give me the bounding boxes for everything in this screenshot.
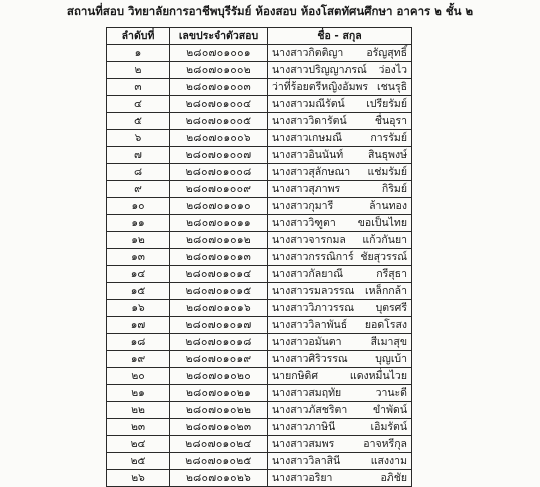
- last-name: ขอเป็นไทย: [357, 217, 407, 229]
- order-number-cell: ๒๕: [107, 453, 170, 470]
- last-name: อรัญสุทธิ์: [366, 47, 407, 59]
- last-name: ชัยสุวรรณ์: [360, 251, 407, 263]
- exam-id-cell: ๒๘๐๗๐๑๐๐๕: [170, 113, 268, 130]
- table-row: [107, 113, 412, 130]
- last-name: แสงงาม: [370, 455, 407, 467]
- last-name: เชนรุธิ: [377, 81, 407, 93]
- full-name-cell: [268, 385, 412, 402]
- last-name: ยอดโรสง: [364, 319, 407, 331]
- first-name: นายกษิดิศ: [272, 370, 318, 382]
- table-row: [107, 130, 412, 147]
- first-name: นางสาวกัลยาณี: [272, 268, 343, 280]
- exam-id-cell: ๒๘๐๗๐๑๐๒๕: [170, 453, 268, 470]
- page-title: สถานที่สอบ วิทยาลัยการอาชีพบุรีรัมย์ ห้องสอบ ห้องโสตทัศนศึกษา อาคาร ๒ ชั้น ๒: [66, 4, 474, 18]
- first-name: นางสาวภัสชริตา: [272, 404, 348, 416]
- exam-id-cell: ๒๘๐๗๐๑๐๒๐: [170, 368, 268, 385]
- order-number-cell: ๘: [107, 164, 170, 181]
- table-row: [107, 62, 412, 79]
- order-number-cell: ๕: [107, 113, 170, 130]
- exam-seating-table: [106, 27, 412, 487]
- last-name: อาจหรีกุล: [363, 438, 407, 450]
- first-name: นางสาววิดารัตน์: [272, 115, 347, 127]
- order-number-cell: ๒๖: [107, 470, 170, 487]
- exam-id-cell: ๒๘๐๗๐๑๐๐๓: [170, 79, 268, 96]
- full-name-cell: [268, 198, 412, 215]
- table-row: [107, 300, 412, 317]
- full-name-cell: [268, 300, 412, 317]
- table-row: [107, 147, 412, 164]
- full-name-cell: [268, 351, 412, 368]
- table-row: [107, 436, 412, 453]
- full-name-cell: [268, 402, 412, 419]
- exam-id-cell: ๒๘๐๗๐๑๐๐๘: [170, 164, 268, 181]
- full-name-cell: [268, 62, 412, 79]
- last-name: การรัมย์: [370, 132, 407, 144]
- first-name: นางสาวอริยา: [272, 472, 333, 484]
- first-name: นางสาวจารกมล: [272, 234, 346, 246]
- exam-id-cell: ๒๘๐๗๐๑๐๑๓: [170, 249, 268, 266]
- order-number-cell: ๗: [107, 147, 170, 164]
- full-name-cell: [268, 232, 412, 249]
- table-row: [107, 283, 412, 300]
- first-name: นางสาวมณีรัตน์: [272, 98, 345, 110]
- order-number-cell: ๔: [107, 96, 170, 113]
- full-name-cell: [268, 249, 412, 266]
- first-name: นางสาววิฑูตา: [272, 217, 336, 229]
- last-name: เหล็กกล้า: [365, 285, 407, 297]
- last-name: แก้วกันยา: [362, 234, 407, 246]
- table-row: [107, 266, 412, 283]
- exam-id-cell: ๒๘๐๗๐๑๐๑๙: [170, 351, 268, 368]
- exam-id-cell: ๒๘๐๗๐๑๐๒๑: [170, 385, 268, 402]
- exam-id-cell: ๒๘๐๗๐๑๐๒๒: [170, 402, 268, 419]
- first-name: นางสาววิลาพันธ์: [272, 319, 348, 331]
- order-number-cell: ๖: [107, 130, 170, 147]
- exam-id-cell: ๒๘๐๗๐๑๐๑๑: [170, 215, 268, 232]
- table-row: [107, 368, 412, 385]
- full-name-cell: [268, 96, 412, 113]
- table-row: [107, 317, 412, 334]
- table-row: [107, 96, 412, 113]
- last-name: แดงหมื่นไวย: [349, 370, 407, 382]
- table-row: [107, 198, 412, 215]
- exam-id-cell: ๒๘๐๗๐๑๐๑๕: [170, 283, 268, 300]
- exam-id-cell: ๒๘๐๗๐๑๐๐๙: [170, 181, 268, 198]
- last-name: แช่มรัมย์: [367, 166, 407, 178]
- first-name: นางสาวสุลักษณา: [272, 166, 351, 178]
- full-name-cell: [268, 368, 412, 385]
- table-row: [107, 45, 412, 62]
- first-name: นางสาวกุมารี: [272, 200, 334, 212]
- last-name: สีเมาสุข: [370, 336, 407, 348]
- first-name: นางสาววิลาสินี: [272, 455, 341, 467]
- first-name: นางสาวเกษมณี: [272, 132, 342, 144]
- table-row: [107, 164, 412, 181]
- table-row: [107, 249, 412, 266]
- exam-id-cell: ๒๘๐๗๐๑๐๐๗: [170, 147, 268, 164]
- exam-id-cell: ๒๘๐๗๐๑๐๐๒: [170, 62, 268, 79]
- order-number-cell: ๑๑: [107, 215, 170, 232]
- exam-id-cell: ๒๘๐๗๐๑๐๑๖: [170, 300, 268, 317]
- column-header-order: ลำดับที่: [107, 28, 170, 45]
- first-name: นางสาวปริญญาภรณ์: [272, 64, 367, 76]
- full-name-cell: [268, 334, 412, 351]
- first-name: นางสาวรมลวรรณ: [272, 285, 355, 297]
- exam-id-cell: ๒๘๐๗๐๑๐๐๖: [170, 130, 268, 147]
- full-name-cell: [268, 266, 412, 283]
- column-header-exam-id: เลขประจำตัวสอบ: [170, 28, 268, 45]
- last-name: สินธุพงษ์: [368, 149, 407, 161]
- exam-id-cell: ๒๘๐๗๐๑๐๒๓: [170, 419, 268, 436]
- last-name: ขำพัดน์: [373, 404, 407, 416]
- full-name-cell: [268, 419, 412, 436]
- first-name: นางสาวสุภาพร: [272, 183, 341, 195]
- first-name: ว่าที่ร้อยตรีหญิงอัมพร: [272, 81, 369, 93]
- exam-id-cell: ๒๘๐๗๐๑๐๑๔: [170, 266, 268, 283]
- full-name-cell: [268, 79, 412, 96]
- table-row: [107, 232, 412, 249]
- last-name: เอิมรัตน์: [370, 421, 407, 433]
- order-number-cell: ๑: [107, 45, 170, 62]
- order-number-cell: ๒๔: [107, 436, 170, 453]
- table-row: [107, 402, 412, 419]
- order-number-cell: ๒๑: [107, 385, 170, 402]
- exam-id-cell: ๒๘๐๗๐๑๐๒๖: [170, 470, 268, 487]
- column-header-name: ชื่อ - สกุล: [268, 28, 412, 45]
- table-row: [107, 351, 412, 368]
- full-name-cell: [268, 470, 412, 487]
- first-name: นางสาวสมพร: [272, 438, 335, 450]
- order-number-cell: ๑๗: [107, 317, 170, 334]
- first-name: นางสาวศิริวรรณ: [272, 353, 348, 365]
- last-name: ชื่นอุรา: [374, 115, 407, 127]
- full-name-cell: [268, 436, 412, 453]
- exam-id-cell: ๒๘๐๗๐๑๐๐๔: [170, 96, 268, 113]
- table-row: [107, 181, 412, 198]
- order-number-cell: ๑๔: [107, 266, 170, 283]
- order-number-cell: ๑๘: [107, 334, 170, 351]
- order-number-cell: ๓: [107, 79, 170, 96]
- order-number-cell: ๒๓: [107, 419, 170, 436]
- last-name: ล้านทอง: [369, 200, 407, 212]
- order-number-cell: ๒: [107, 62, 170, 79]
- table-row: [107, 79, 412, 96]
- exam-id-cell: ๒๘๐๗๐๑๐๑๐: [170, 198, 268, 215]
- table-row: [107, 215, 412, 232]
- last-name: ว่องไว: [378, 64, 407, 76]
- table-row: [107, 334, 412, 351]
- first-name: นางสาวสมฤทัย: [272, 387, 342, 399]
- table-row: [107, 385, 412, 402]
- exam-id-cell: ๒๘๐๗๐๑๐๑๗: [170, 317, 268, 334]
- table-row: [107, 453, 412, 470]
- full-name-cell: [268, 283, 412, 300]
- full-name-cell: [268, 317, 412, 334]
- order-number-cell: ๒๒: [107, 402, 170, 419]
- last-name: เปรียรัมย์: [366, 98, 407, 110]
- exam-id-cell: ๒๘๐๗๐๑๐๑๘: [170, 334, 268, 351]
- first-name: นางสาวอมันตา: [272, 336, 342, 348]
- order-number-cell: ๑๙: [107, 351, 170, 368]
- last-name: วานะดี: [375, 387, 407, 399]
- last-name: อภิชัย: [380, 472, 407, 484]
- full-name-cell: [268, 164, 412, 181]
- table-header-row: [107, 28, 412, 45]
- order-number-cell: ๑๖: [107, 300, 170, 317]
- first-name: นางสาวอินนันท์: [272, 149, 344, 161]
- first-name: นางสาวกิตติญา: [272, 47, 344, 59]
- exam-id-cell: ๒๘๐๗๐๑๐๑๒: [170, 232, 268, 249]
- table-row: [107, 470, 412, 487]
- order-number-cell: ๑๕: [107, 283, 170, 300]
- first-name: นางสาวกรรณิการ์: [272, 251, 354, 263]
- full-name-cell: [268, 147, 412, 164]
- order-number-cell: ๒๐: [107, 368, 170, 385]
- last-name: บุตรศรี: [375, 302, 407, 314]
- full-name-cell: [268, 453, 412, 470]
- full-name-cell: [268, 130, 412, 147]
- last-name: กรีสุธา: [376, 268, 407, 280]
- table-row: [107, 419, 412, 436]
- exam-id-cell: ๒๘๐๗๐๑๐๒๔: [170, 436, 268, 453]
- full-name-cell: [268, 113, 412, 130]
- last-name: กิริมย์: [381, 183, 407, 195]
- last-name: บุญเบ้า: [375, 353, 407, 365]
- order-number-cell: ๑๐: [107, 198, 170, 215]
- exam-id-cell: ๒๘๐๗๐๑๐๐๑: [170, 45, 268, 62]
- first-name: นางสาวภาษินี: [272, 421, 336, 433]
- order-number-cell: ๑๓: [107, 249, 170, 266]
- full-name-cell: [268, 215, 412, 232]
- order-number-cell: ๑๒: [107, 232, 170, 249]
- first-name: นางสาววิภาวรรณ: [272, 302, 355, 314]
- table-body: [107, 45, 412, 487]
- order-number-cell: ๙: [107, 181, 170, 198]
- full-name-cell: [268, 45, 412, 62]
- full-name-cell: [268, 181, 412, 198]
